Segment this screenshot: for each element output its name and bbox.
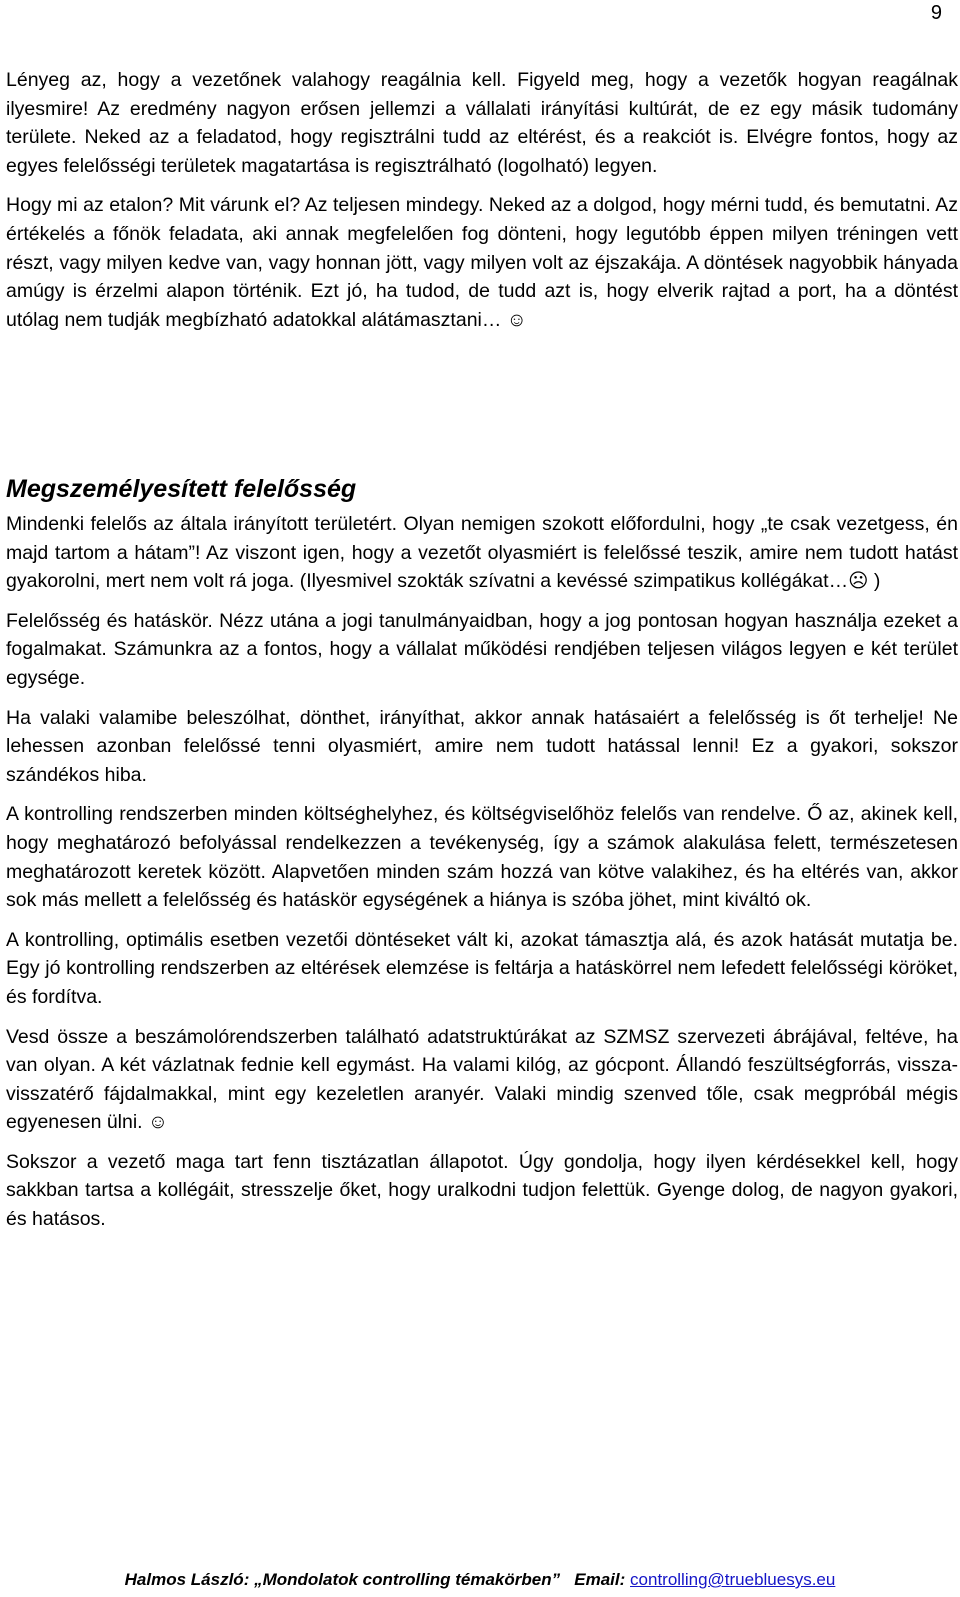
paragraph: A kontrolling rendszerben minden költséghelyhez, és költségviselőhöz felelős van rendelve. Ő az, akinek kell, hogy meghatározó befolyással rendelkezzen a tevékenység, így a számok alakulása felett, természetesen meghatározott keretek között. Alapvetően minden szám hozzá van kötve valakihez, és ha eltérés van, akkor sok más mellett a felelősség és hatáskör egységének a hiánya is szóba jöhet, mint kiváltó ok.	[6, 803, 958, 912]
section-intro	[6, 66, 958, 334]
section-heading: Megszemélyesített felelősség	[6, 475, 357, 503]
footer-email-label: Email:	[574, 1570, 626, 1589]
section-heading-wrap	[6, 473, 356, 505]
paragraph: Vesd össze a beszámolórendszerben található adatstruktúrákat az SZMSZ szervezeti ábrájával, feltéve, ha van olyan. A két vázlatnak fednie kell egymást. Ha valami kilóg, az gócpont. Állandó feszültségforrás, vissza-visszatérő fájdalmakkal, mint egy kezeletlen aranyér. Valaki mindig szenved tőle, csak megpróbál mégis egyenesen ülni. ☺	[6, 1025, 958, 1134]
page-number: 9	[930, 2, 942, 24]
paragraph: Felelősség és hatáskör. Nézz utána a jogi tanulmányaidban, hogy a jog pontosan hogyan használja ezeket a fogalmakat. Számunkra az a fontos, hogy a vállalat működési rendjében teljesen világos legyen e két terület egysége.	[6, 609, 958, 689]
section-personal-responsibility	[6, 510, 958, 1234]
paragraph: A kontrolling, optimális esetben vezetői döntéseket vált ki, azokat támasztja alá, és azok hatását mutatja be. Egy jó kontrolling rendszerben az eltérések elemzése is feltárja a hatáskörrel nem lefedett felelősségi köröket, és fordítva.	[6, 928, 958, 1008]
paragraph: Mindenki felelős az általa irányított területért. Olyan nemigen szokott előfordulni, hogy „te csak vezetgess, én majd tartom a hátam”! Az viszont igen, hogy a vezetőt olyasmiért is felelőssé teszik, amire nem tudott hatást gyakorolni, mert nem volt rá joga. (Ilyesmivel szokták szívatni a kevéssé szimpatikus kollégákat…☹ )	[6, 513, 958, 593]
footer-author-title: Halmos László: „Mondolatok controlling témakörben”	[124, 1570, 561, 1589]
paragraph: Hogy mi az etalon? Mit várunk el? Az teljesen mindegy. Neked az a dolgod, hogy mérni tudd, és bemutatni. Az értékelés a főnök feladata, aki annak megfelelően fog dönteni, hogy legutóbb éppen milyen tréningen vett részt, vagy milyen kedve van, vagy honnan jött, vagy milyen volt az éjszakája. A döntések nagyobbik hányada amúgy is érzelmi alapon történik. Ezt jó, ha tudod, de tudd azt is, hogy elverik rajtad a port, ha a döntést utólag nem tudják megbízható adatokkal alátámasztani… ☺	[6, 194, 958, 331]
paragraph: Lényeg az, hogy a vezetőnek valahogy reagálnia kell. Figyeld meg, hogy a vezetők hogyan reagálnak ilyesmire! Az eredmény nagyon erősen jellemzi a vállalati irányítási kultúrát, de ez egy másik tudomány területe. Neked az a feladatod, hogy regisztrálni tudd az eltérést, és a reakciót is. Elvégre fontos, hogy az egyes felelősségi területek magatartása is regisztrálható (logolható) legyen.	[6, 69, 958, 177]
paragraph: Ha valaki valamibe beleszólhat, dönthet, irányíthat, akkor annak hatásaiért a felelősség is őt terhelje! Ne lehessen azonban felelőssé tenni olyasmiért, amire nem tudott hatással lenni! Ez a gyakori, sokszor szándékos hiba.	[6, 706, 958, 786]
paragraph: Sokszor a vezető maga tart fenn tisztázatlan állapotot. Úgy gondolja, hogy ilyen kérdésekkel kell, hogy sakkban tartsa a kollégáit, stresszelje őket, hogy uralkodni tudjon felettük. Gyenge dolog, de nagyon gyakori, és hatásos.	[6, 1150, 958, 1231]
page-footer	[0, 1570, 960, 1590]
footer-email-link[interactable]: controlling@truebluesys.eu	[630, 1570, 836, 1589]
